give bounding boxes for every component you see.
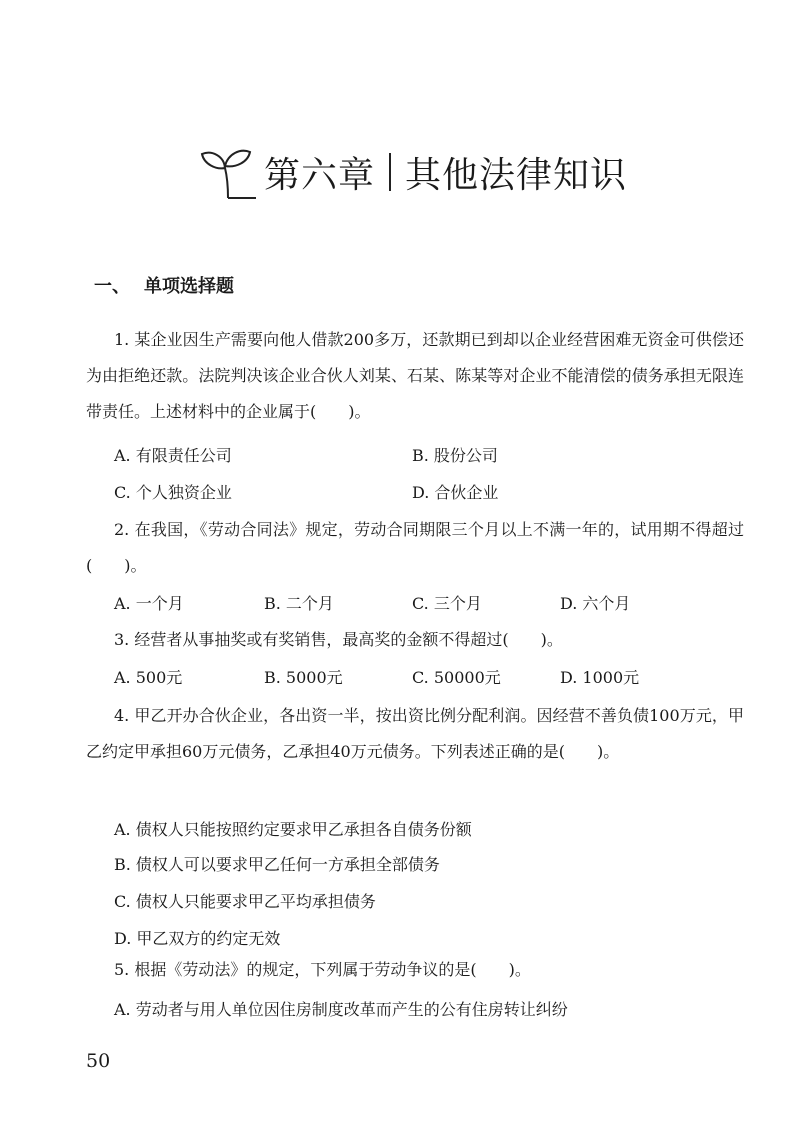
question-2-text: 2. 在我国，《劳动合同法》规定，劳动合同期限三个月以上不满一年的，试用期不得超过( )。 — [86, 520, 744, 575]
question-4-option-d: D. 甲乙双方的约定无效 — [114, 929, 281, 948]
question-3-option-c: C. 50000元 — [412, 668, 501, 687]
question-2-option-c: C. 三个月 — [412, 594, 482, 613]
section-heading — [94, 272, 234, 298]
question-4-option-c: C. 债权人只能要求甲乙平均承担债务 — [114, 892, 376, 911]
question-1-option-a: A. 有限责任公司 — [114, 446, 232, 465]
question-3-option-d: D. 1000元 — [560, 668, 640, 687]
question-5-text: 5. 根据《劳动法》的规定，下列属于劳动争议的是( )。 — [114, 960, 531, 979]
question-3-option-a: A. 500元 — [114, 668, 183, 687]
chapter-label: 第六章 — [264, 154, 376, 196]
question-4-option-a: A. 债权人只能按照约定要求甲乙承担各自债务份额 — [114, 820, 472, 839]
question-1-option-d: D. 合伙企业 — [412, 483, 499, 502]
question-2-option-d: D. 六个月 — [560, 594, 631, 613]
question-2-option-a: A. 一个月 — [114, 594, 184, 613]
chapter-title: 其他法律知识 — [405, 154, 628, 196]
question-3-option-b: B. 5000元 — [264, 668, 343, 687]
question-5-option-a: A. 劳动者与用人单位因住房制度改革而产生的公有住房转让纠纷 — [114, 1000, 568, 1019]
question-3-text: 3. 经营者从事抽奖或有奖销售，最高奖的金额不得超过( )。 — [114, 630, 563, 649]
sprout-icon — [198, 140, 258, 204]
page-number: 50 — [86, 1050, 111, 1072]
title-divider — [389, 153, 391, 191]
chapter-header — [198, 132, 627, 212]
question-2-option-b: B. 二个月 — [264, 594, 334, 613]
question-1-text: 1. 某企业因生产需要向他人借款200多万，还款期已到却以企业经营困难无资金可供偿还为由拒绝还款。法院判决该企业合伙人刘某、石某、陈某等对企业不能清偿的债务承担无限连带责任。上述材料中的企业属于( )。 — [86, 330, 744, 421]
question-1-option-c: C. 个人独资企业 — [114, 483, 232, 502]
section-title: 单项选择题 — [144, 276, 234, 297]
question-4-option-b: B. 债权人可以要求甲乙任何一方承担全部债务 — [114, 855, 440, 874]
question-1-option-b: B. 股份公司 — [412, 446, 498, 465]
section-number: 一、 — [94, 276, 130, 297]
question-4-text: 4. 甲乙开办合伙企业，各出资一半，按出资比例分配利润。因经营不善负债100万元，甲乙约定甲承担60万元债务，乙承担40万元债务。下列表述正确的是( )。 — [86, 706, 744, 761]
